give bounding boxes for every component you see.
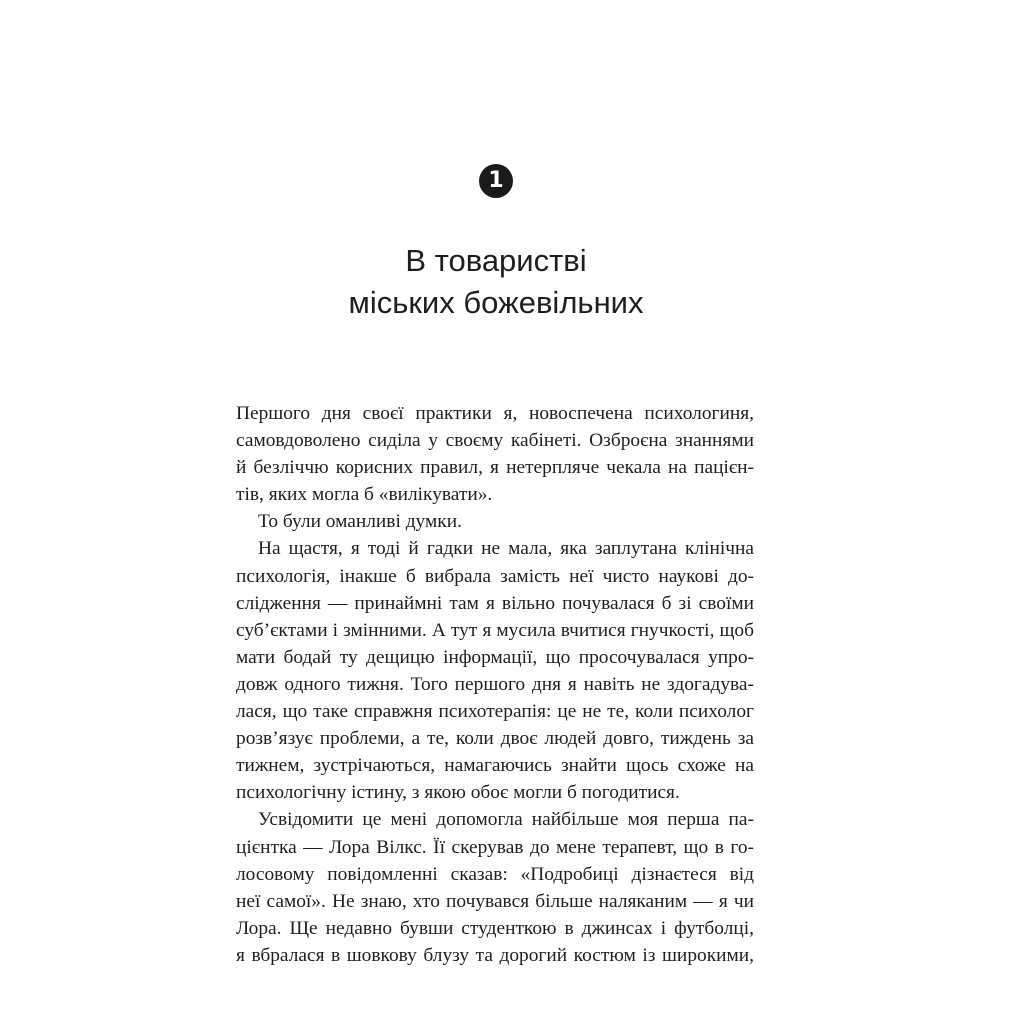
text-line: То були оманливі думки. [258,511,462,533]
text-line: психологічну істину, з якою обоє могли б погодитися. [236,782,680,804]
chapter-title-line: міських божевільних [348,285,644,320]
text-line: мати бодай ту дещицю інформації, що просочувалася упро- [236,646,754,668]
text-line: тів, яких могла б «вилікувати». [236,484,493,506]
text-line: Усвідомити це мені допомогла найбільше моя перша па- [258,809,754,831]
chapter-number-badge: 1 [479,164,513,198]
text-line: я вбралася в шовкову блузу та дорогий костюм із широкими, [236,944,754,966]
text-line: психологія, інакше б вибрала замість неї чисто наукові до- [236,565,754,587]
text-line: тижнем, зустрічаються, намагаючись знайти щось схоже на [236,755,754,777]
text-line: й безліччю корисних правил, я нетерпляче чекала на пацієн- [236,457,754,479]
chapter-title-line: В товаристві [405,243,587,278]
text-line: лосовому повідомленні сказав: «Подробиці дізнаєтеся від [236,863,754,885]
text-line: Першого дня своєї практики я, новоспечена психологиня, [236,403,754,424]
text-line: довж одного тижня. Того першого дня я навіть не здогадува- [236,673,754,695]
chapter-title [262,240,730,324]
text-line: цієнтка — Лора Вілкс. Її скерував до мене терапевт, що в го- [236,836,754,858]
text-line: розв’язує проблеми, а те, коли двоє людей довго, тиждень за [236,728,754,750]
text-line: лася, що таке справжня психотерапія: це не те, коли психолог [236,701,754,723]
text-line: суб’єктами і змінними. А тут я мусила вчитися гнучкості, щоб [236,619,754,641]
text-line: самовдоволено сиділа у своєму кабінеті. Озброєна знаннями [236,430,754,452]
text-line: Лора. Ще недавно бувши студенткою в джинсах і футболці, [236,917,754,939]
body-text [236,400,754,969]
text-line: неї самої». Не знаю, хто почувався більше наляканим — я чи [236,890,754,912]
text-line: На щастя, я тоді й гадки не мала, яка заплутана клінічна [258,538,754,560]
text-line: слідження — принаймні там я вільно почувалася б зі своїми [236,592,754,614]
